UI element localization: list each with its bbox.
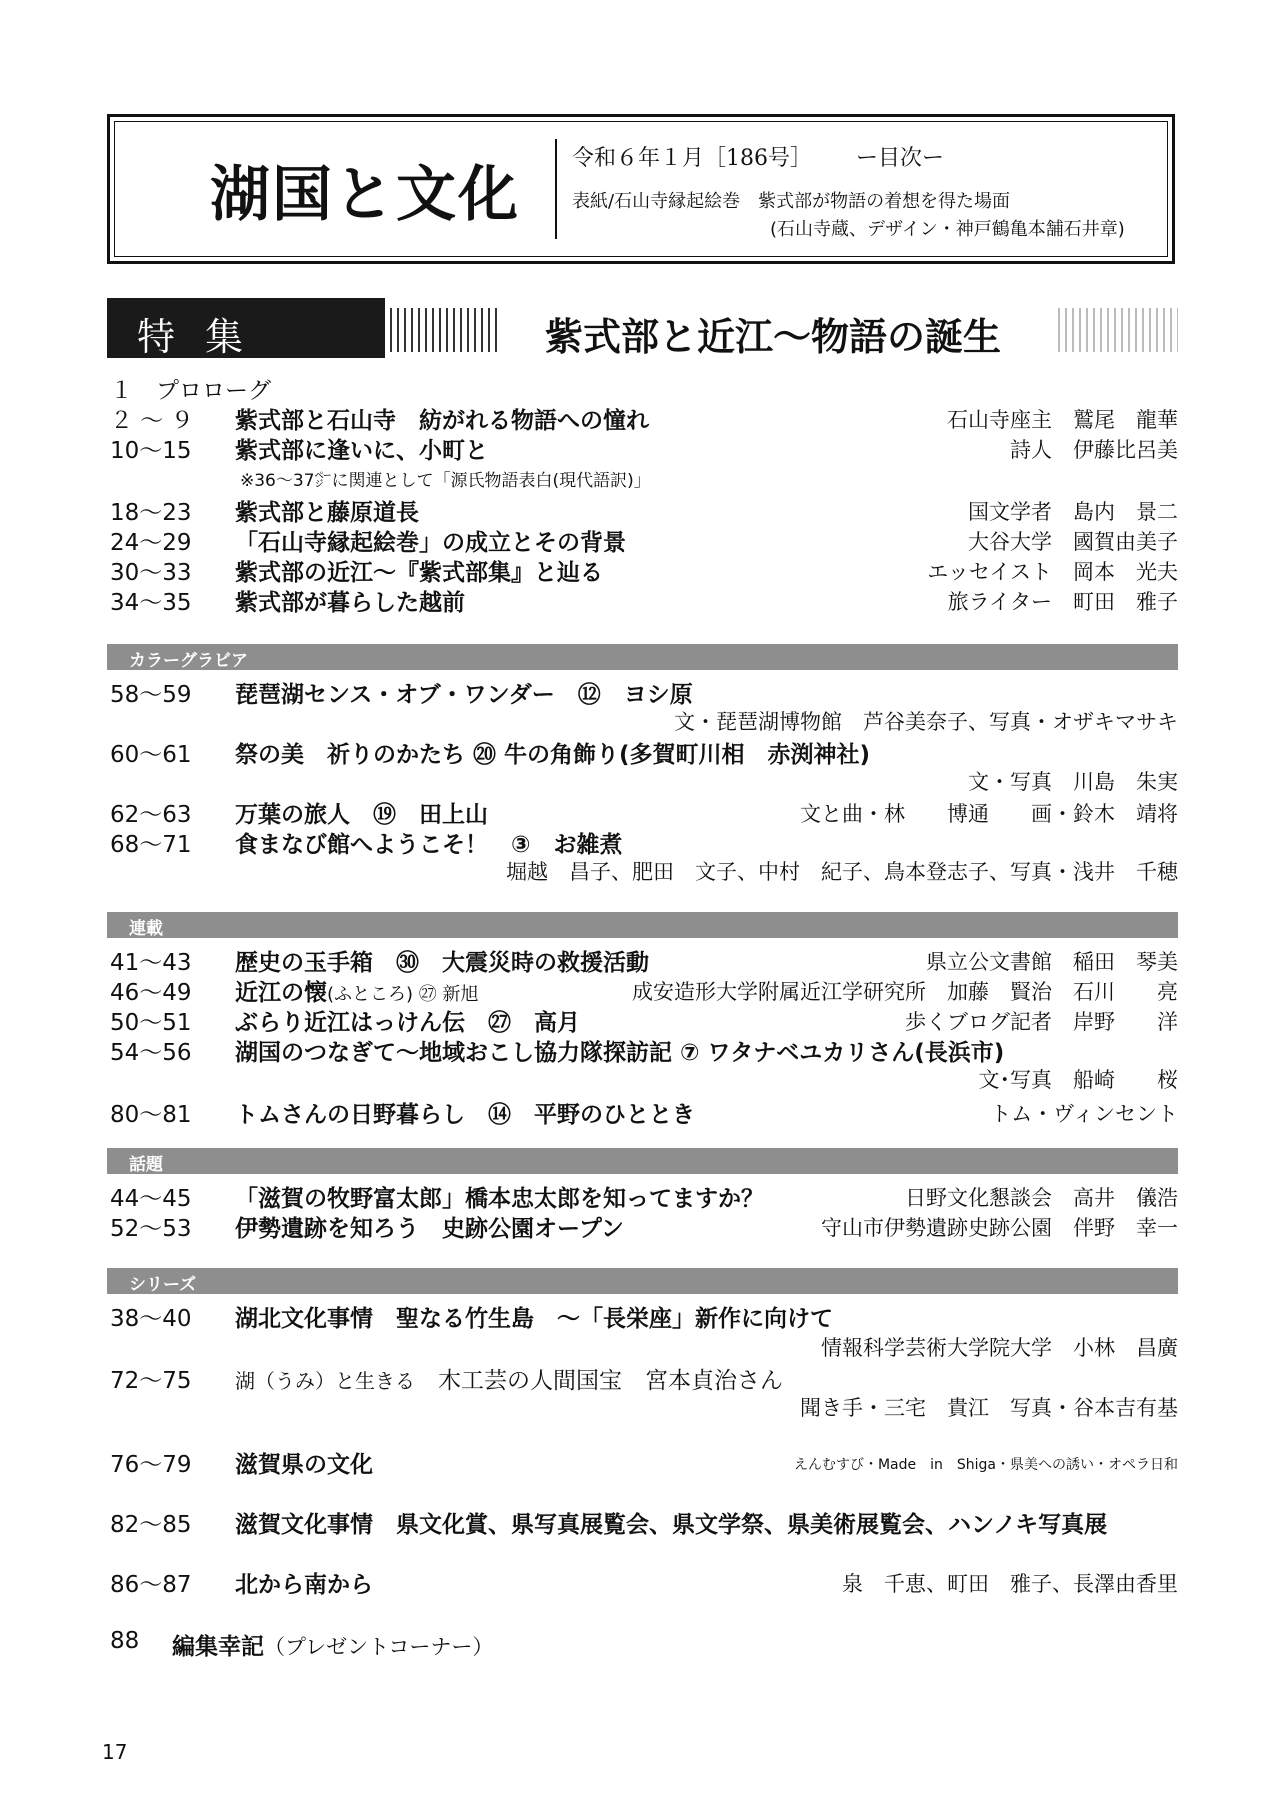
toc-author: 情報科学芸術大学院大学 小林 昌廣 bbox=[821, 1336, 1178, 1360]
toc-row[interactable] bbox=[110, 974, 1178, 1004]
toc-title: 歴史の玉手箱 ㉚ 大震災時の救援活動 bbox=[235, 950, 649, 976]
toc-pages: 60～61 bbox=[110, 742, 192, 768]
toc-row[interactable] bbox=[110, 796, 1178, 826]
toc-title: 紫式部と藤原道長 bbox=[235, 500, 419, 526]
toc-row[interactable] bbox=[110, 1034, 1178, 1064]
toc-title bbox=[235, 974, 479, 1007]
toc-row[interactable] bbox=[110, 584, 1178, 614]
cover-credit: (石山寺蔵、デザイン・神戸鶴亀本舗石井章) bbox=[770, 219, 1125, 240]
toc-pages: 88 bbox=[110, 1628, 140, 1654]
toc-row[interactable] bbox=[110, 1180, 1178, 1210]
toc-author: 聞き手・三宅 貴江 写真・谷本吉有基 bbox=[800, 1396, 1178, 1420]
toc-author: 旅ライター 町田 雅子 bbox=[947, 590, 1178, 614]
toc-row[interactable] bbox=[110, 1566, 1178, 1596]
toc-row[interactable] bbox=[110, 1446, 1178, 1476]
section-label: カラーグラビア bbox=[129, 651, 248, 671]
toc-pages: 24～29 bbox=[110, 530, 192, 556]
toc-title: 伊勢遺跡を知ろう 史跡公園オープン bbox=[235, 1216, 624, 1242]
toc-pages: 30～33 bbox=[110, 560, 192, 586]
page-number: 17 bbox=[102, 1740, 128, 1764]
banner-stripes bbox=[390, 308, 502, 352]
toc-author: 文と曲・林 博通 画・鈴木 靖将 bbox=[800, 802, 1178, 826]
feature-title: 紫式部と近江～物語の誕生 bbox=[545, 314, 1002, 359]
section-label: 話題 bbox=[129, 1155, 163, 1175]
toc-pages: 34～35 bbox=[110, 590, 192, 616]
toc-title: 「滋賀の牧野富太郎」橋本忠太郎を知ってますか？ bbox=[235, 1186, 764, 1212]
toc-row[interactable] bbox=[110, 1004, 1178, 1034]
toc-pages: 18～23 bbox=[110, 500, 192, 526]
toc-author: 堀越 昌子、肥田 文子、中村 紀子、鳥本登志子、写真・浅井 千穂 bbox=[506, 860, 1178, 884]
toc-pages: 10～15 bbox=[110, 438, 192, 464]
toc-title-suffix: (ふところ) ㉗ 新旭 bbox=[327, 984, 479, 1005]
toc-title: 万葉の旅人 ⑲ 田上山 bbox=[235, 802, 488, 828]
toc-pages: 41～43 bbox=[110, 950, 192, 976]
toc-pages: １ プロローグ bbox=[110, 378, 271, 404]
toc-title-note: （プレゼントコーナー） bbox=[264, 1635, 494, 1659]
toc-author: 石山寺座主 鷲尾 龍華 bbox=[947, 408, 1178, 432]
toc-row[interactable] bbox=[110, 372, 1178, 402]
toc-author: 泉 千恵、町田 雅子、長澤由香里 bbox=[842, 1572, 1178, 1596]
toc-author: 守山市伊勢遺跡史跡公園 伴野 幸一 bbox=[821, 1216, 1178, 1240]
toc-title bbox=[235, 1362, 783, 1395]
toc-pages: 62～63 bbox=[110, 802, 192, 828]
toc-pages: 50～51 bbox=[110, 1010, 192, 1036]
toc-note: ※36～37㌻に関連として「源氏物語表白(現代語訳)」 bbox=[240, 471, 651, 491]
toc-title: 滋賀県の文化 bbox=[235, 1452, 373, 1478]
toc-author: 詩人 伊藤比呂美 bbox=[1010, 438, 1178, 462]
issue-number: 令和６年１月［186号］ bbox=[572, 146, 812, 171]
toc-row[interactable] bbox=[110, 736, 1178, 766]
toc-author: 文･写真 船崎 桜 bbox=[978, 1068, 1178, 1092]
toc-row[interactable] bbox=[110, 524, 1178, 554]
toc-row[interactable] bbox=[110, 944, 1178, 974]
issue-line bbox=[572, 141, 944, 172]
toc-author: 歩くブログ記者 岸野 洋 bbox=[905, 1010, 1178, 1034]
toc-row[interactable] bbox=[110, 1628, 1178, 1658]
toc-pages: 68～71 bbox=[110, 832, 192, 858]
toc-author: 日野文化懇談会 高井 儀浩 bbox=[905, 1186, 1178, 1210]
section-bar-color-gravure bbox=[107, 644, 1178, 670]
toc-title-main: 木工芸の人間国宝 宮本貞治さん bbox=[415, 1368, 783, 1394]
toc-author: トム・ヴィンセント bbox=[990, 1102, 1178, 1126]
toc-pages: 54～56 bbox=[110, 1040, 192, 1066]
toc-title-prefix: 湖（うみ）と生きる bbox=[235, 1369, 415, 1393]
toc-label: ー目次ー bbox=[856, 146, 945, 171]
header-divider bbox=[555, 139, 557, 239]
toc-pages: 86～87 bbox=[110, 1572, 192, 1598]
banner-stripes bbox=[1058, 308, 1178, 352]
toc-title: 「石山寺縁起絵巻」の成立とその背景 bbox=[235, 530, 626, 556]
toc-author: 国文学者 島内 景二 bbox=[968, 500, 1178, 524]
toc-title-main: 近江の懐 bbox=[235, 980, 327, 1006]
toc-row[interactable] bbox=[110, 1362, 1178, 1392]
toc-row[interactable] bbox=[110, 402, 1178, 432]
toc-pages: 76～79 bbox=[110, 1452, 192, 1478]
toc-row[interactable] bbox=[110, 1210, 1178, 1240]
toc-author: 成安造形大学附属近江学研究所 加藤 賢治 石川 亮 bbox=[632, 980, 1178, 1004]
toc-title: 食まなび館へようこそ！ ③ お雑煮 bbox=[235, 832, 623, 858]
toc-author: 県立公文書館 稲田 琴美 bbox=[926, 950, 1178, 974]
toc-pages: 52～53 bbox=[110, 1216, 192, 1242]
toc-title-main: 編集幸記 bbox=[172, 1634, 264, 1660]
toc-title: 滋賀文化事情 県文化賞、県写真展覧会、県文学祭、県美術展覧会、ハンノキ写真展 bbox=[235, 1512, 1108, 1538]
toc-pages: 44～45 bbox=[110, 1186, 192, 1212]
toc-title: 紫式部と石山寺 紡がれる物語への憧れ bbox=[235, 408, 649, 434]
toc-author: 文・琵琶湖博物館 芦谷美奈子、写真・オザキマサキ bbox=[674, 710, 1178, 734]
toc-pages: 82～85 bbox=[110, 1512, 192, 1538]
toc-title: 琵琶湖センス・オブ・ワンダー ⑫ ヨシ原 bbox=[235, 682, 693, 708]
toc-row[interactable] bbox=[110, 1300, 1178, 1330]
toc-title: 祭の美 祈りのかたち ⑳ 牛の角飾り(多賀町川相 赤渕神社) bbox=[235, 742, 871, 768]
toc-pages: 58～59 bbox=[110, 682, 192, 708]
section-label: シリーズ bbox=[129, 1275, 197, 1295]
toc-row[interactable] bbox=[110, 1506, 1178, 1536]
toc-title: 紫式部が暮らした越前 bbox=[235, 590, 465, 616]
toc-row[interactable] bbox=[110, 554, 1178, 584]
toc-author: えんむすび・Made in Shiga・県美への誘い・オペラ日和 bbox=[793, 1457, 1178, 1473]
magazine-title: 湖国と文化 bbox=[210, 160, 520, 230]
header-box bbox=[107, 114, 1175, 264]
feature-label: 特集 bbox=[137, 315, 274, 359]
toc-title: 湖国のつなぎて～地域おこし協力隊探訪記 ⑦ ワタナベユカリさん(長浜市) bbox=[235, 1040, 1005, 1066]
toc-author: エッセイスト 岡本 光夫 bbox=[927, 560, 1178, 584]
toc-pages: 38～40 bbox=[110, 1306, 192, 1332]
toc-pages: 72～75 bbox=[110, 1368, 192, 1394]
toc-author: 文・写真 川島 朱実 bbox=[968, 770, 1178, 794]
toc-pages: 46～49 bbox=[110, 980, 192, 1006]
toc-row[interactable] bbox=[110, 826, 1178, 856]
toc-pages: 80～81 bbox=[110, 1102, 192, 1128]
toc-title: 紫式部の近江～『紫式部集』と辿る bbox=[235, 560, 603, 586]
toc-row[interactable] bbox=[110, 1096, 1178, 1126]
toc-row[interactable] bbox=[110, 676, 1178, 706]
toc-row[interactable] bbox=[110, 494, 1178, 524]
feature-banner bbox=[107, 298, 385, 358]
section-bar-topics bbox=[107, 1148, 1178, 1174]
section-label: 連載 bbox=[129, 919, 163, 939]
toc-author: 大谷大学 國賀由美子 bbox=[968, 530, 1178, 554]
cover-caption: 表紙/石山寺縁起絵巻 紫式部が物語の着想を得た場面 bbox=[572, 191, 1011, 212]
toc-title bbox=[172, 1628, 493, 1661]
section-bar-series bbox=[107, 1268, 1178, 1294]
toc-title: ぶらり近江はっけん伝 ㉗ 高月 bbox=[235, 1010, 580, 1036]
toc-row[interactable] bbox=[110, 432, 1178, 462]
toc-title: トムさんの日野暮らし ⑭ 平野のひととき bbox=[235, 1102, 695, 1128]
toc-title: 紫式部に逢いに、小町と bbox=[235, 438, 488, 464]
section-bar-serial bbox=[107, 912, 1178, 938]
toc-title: 北から南から bbox=[235, 1572, 373, 1598]
toc-pages: ２ ～ ９ bbox=[110, 408, 194, 434]
toc-title: 湖北文化事情 聖なる竹生島 ～「長栄座」新作に向けて bbox=[235, 1306, 833, 1332]
